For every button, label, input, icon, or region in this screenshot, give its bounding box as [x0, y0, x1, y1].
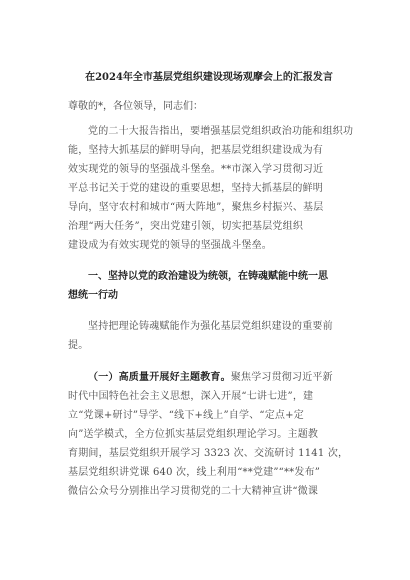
- subsection-first-line-text: 聚焦学习贯彻习近平新: [230, 372, 333, 383]
- section-heading: [68, 267, 358, 305]
- document-title: 在2024年全市基层党组织建设现场观摩会上的汇报发言: [85, 72, 333, 83]
- intro-line: 导向，坚守农村和城市“两大阵地”，聚焦乡村振兴、基层: [68, 202, 324, 213]
- subsection-line: 育期间，基层党组织开展学习 3323 次、交流研讨 1141 次，: [68, 448, 349, 459]
- section-intro-paragraph: [68, 317, 358, 355]
- subsection-line: 基层党组织讲党课 640 次，线上利用“**党建”“**发布”: [68, 467, 321, 478]
- section-intro-line: 坚持把理论铸魂赋能作为强化基层党组织建设的重要前: [88, 321, 333, 332]
- section-heading-line: 一、坚持以党的政治建设为统领，在铸魂赋能中统一思: [88, 271, 328, 282]
- subsection-line: 向”送学模式，全方位抓实基层党组织理论学习。主题教: [68, 429, 319, 440]
- intro-line: 能，坚持大抓基层的鲜明导向，把基层党组织建设成为有: [68, 145, 323, 156]
- intro-line: 效实现党的领导的坚强战斗堡垒。**市深入学习贯彻习近: [68, 164, 324, 175]
- subsection-heading: （一）高质量开展好主题教育。: [88, 372, 231, 383]
- intro-line: 党的二十大报告指出，要增强基层党组织政治功能和组织功: [88, 126, 354, 137]
- intro-line: 治理“两大任务”，突出党建引领，切实把基层党组织: [68, 221, 304, 232]
- subsection-paragraph: [68, 368, 358, 501]
- section-heading-line: 想统一行动: [68, 290, 118, 301]
- salutation: 尊敬的*，各位领导，同志们：: [68, 101, 203, 112]
- intro-paragraph: [68, 122, 358, 255]
- subsection-line: 立“党课+研讨”导学、“线下+线上”自学、“定点+定: [68, 410, 304, 421]
- subsection-first-line: [68, 368, 358, 387]
- intro-line: 建设成为有效实现党的领导的坚强战斗堡垒。: [68, 240, 272, 251]
- subsection-line: 微信公众号分别推出学习贯彻党的二十大精神宣讲“微课: [68, 486, 319, 497]
- subsection-line: 时代中国特色社会主义思想，深入开展“七讲七进”，建: [68, 391, 314, 402]
- section-intro-line: 提。: [68, 340, 89, 351]
- intro-line: 平总书记关于党的建设的重要思想，坚持大抓基层的鲜明: [68, 183, 323, 194]
